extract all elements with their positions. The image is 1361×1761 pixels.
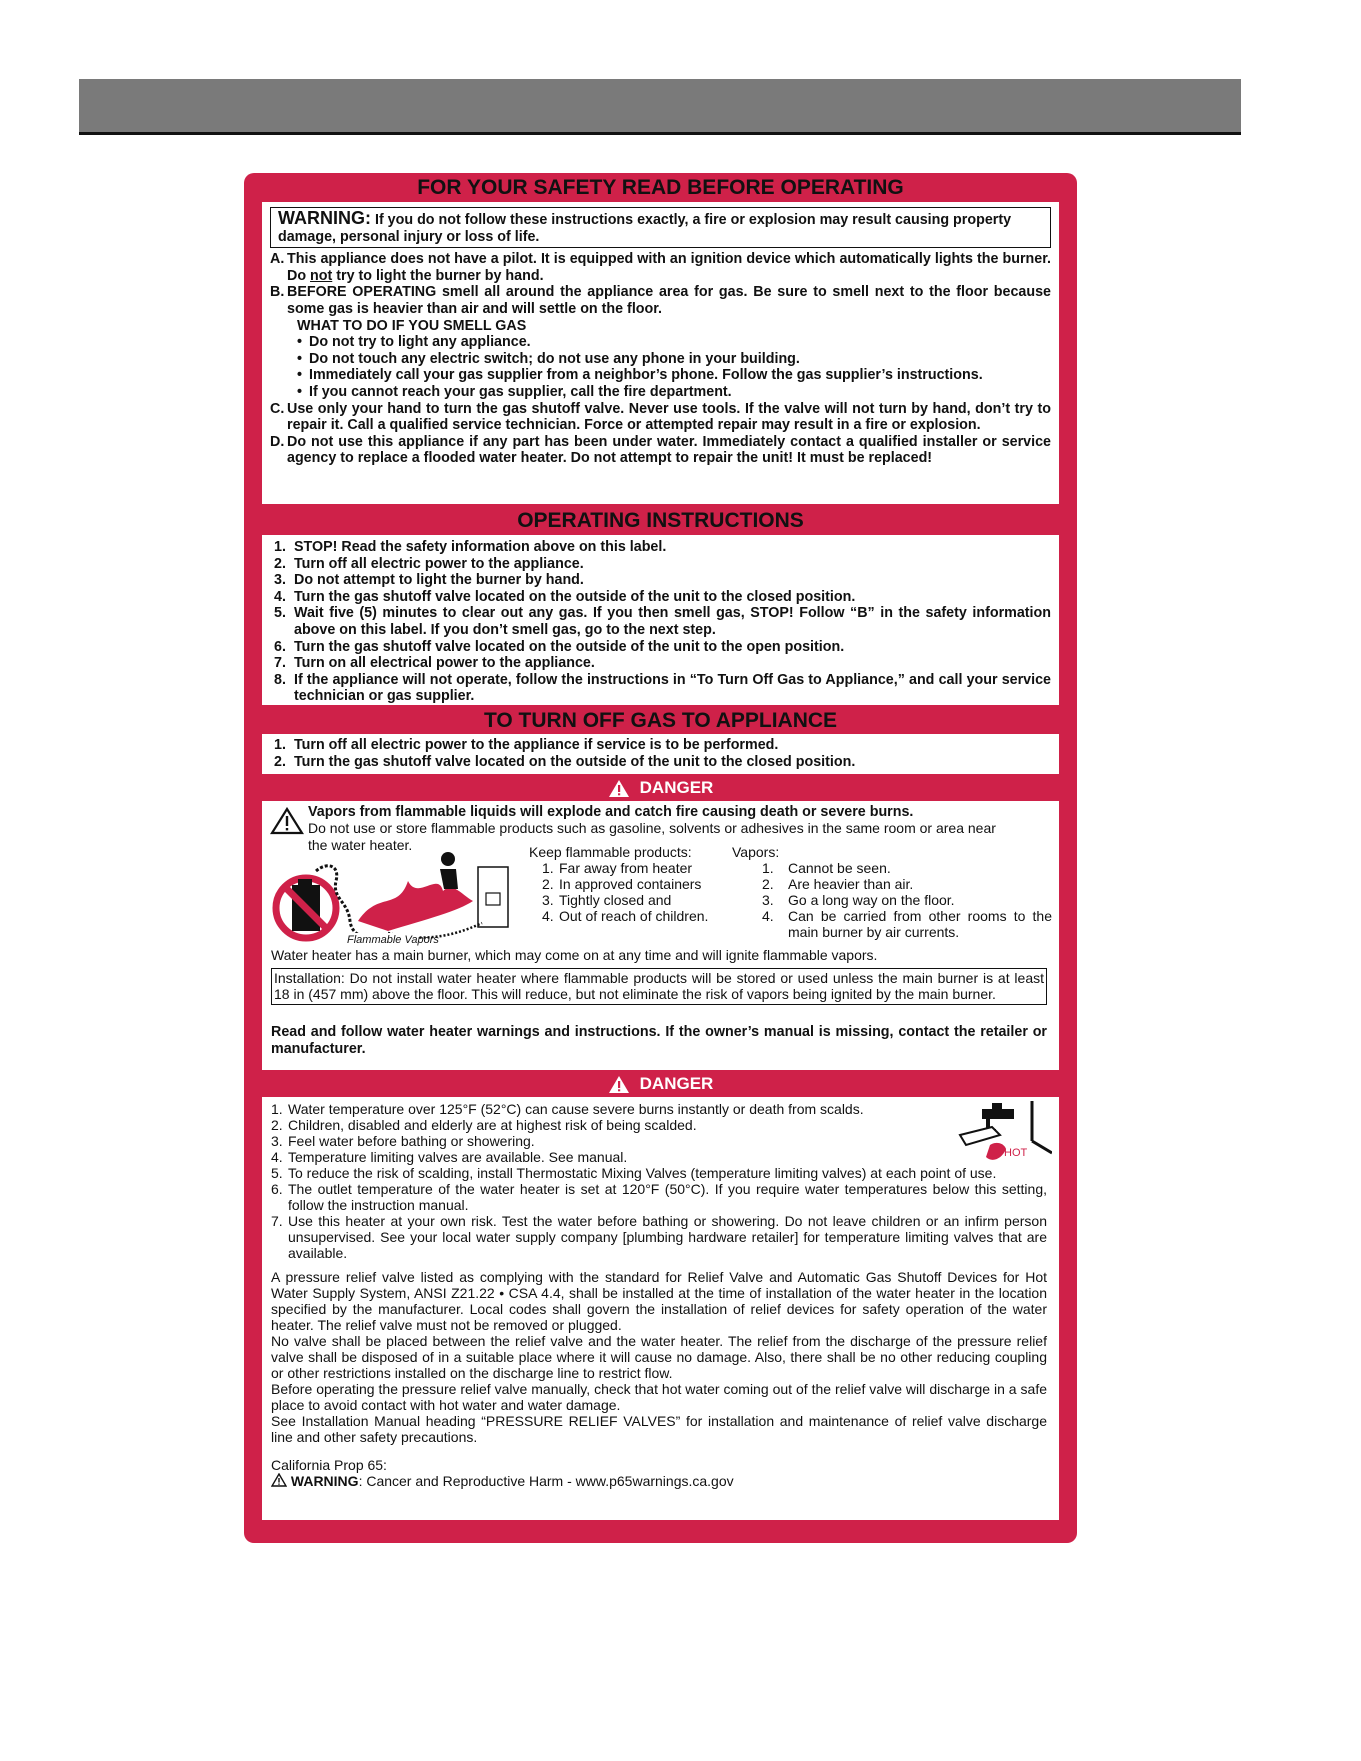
operating-panel (262, 535, 1059, 705)
safety-item-c: C. Use only your hand to turn the gas shutoff valve. Never use tools. If the valve will not turn by hand, don’t try to repair it. Call a qualified service technician. Force or attempted repair may result in a fire or explosion. (270, 400, 1051, 434)
vapors-item: 1. Cannot be seen. (762, 860, 891, 876)
installation-box: Installation: Do not install water heater where flammable products will be stored or used unless the main burner is at least 18 in (457 mm) above the floor. This will reduce, but not eliminate the risk of vapors being ignited by the main burner. (271, 968, 1047, 1005)
warning-triangle-icon (270, 807, 304, 835)
relief-paragraph: No valve shall be placed between the relief valve and the water heater. The relief from the discharge of the pressure relief valve shall be disposed of in a suitable place where it will cause no damage. Also, there shall be no other reducing coupling or other restrictions installed on the discharge line to restrict flow. (271, 1333, 1047, 1381)
turnoff-title: TO TURN OFF GAS TO APPLIANCE (483, 709, 838, 732)
smell-gas-title: WHAT TO DO IF YOU SMELL GAS (297, 317, 527, 334)
vapors-item: 2. Are heavier than air. (762, 876, 914, 892)
warning-word: WARNING: (278, 208, 371, 228)
danger2-item: 3. Feel water before bathing or showering. (271, 1133, 535, 1149)
operating-step: 3. Do not attempt to light the burner by hand. (274, 572, 584, 589)
danger1-subline: Do not use or store flammable products such as gasoline, solvents or adhesives in the same room or area near the water heater. (308, 820, 996, 853)
safety-panel (262, 202, 1059, 504)
turnoff-step: 1. Turn off all electric power to the appliance if service is to be performed. (274, 737, 779, 753)
danger1-header (244, 778, 1077, 798)
page-header-bar (79, 79, 1241, 135)
vapors-item: 4. Can be carried from other rooms to the main burner by air currents. (762, 908, 1052, 940)
warning-box (270, 207, 1051, 248)
keep-title: Keep flammable products: (529, 844, 692, 860)
vapors-item: 3. Go a long way on the floor. (762, 892, 955, 908)
warning-triangle-icon (608, 779, 630, 798)
relief-paragraph: Before operating the pressure relief valve manually, check that hot water coming out of the relief valve will discharge in a safe place to avoid contact with hot water and water damage. (271, 1381, 1047, 1413)
keep-item: 3. Tightly closed and (542, 892, 672, 908)
prop65-warning: WARNING: Cancer and Reproductive Harm - www.p65warnings.ca.gov (271, 1473, 1051, 1489)
relief-paragraph: See Installation Manual heading “PRESSURE RELIEF VALVES” for installation and maintenance of relief valve discharge line and other safety precautions. (271, 1413, 1047, 1445)
smell-gas-bullet: • If you cannot reach your gas supplier, call the fire department. (297, 383, 732, 400)
keep-item: 2. In approved containers (542, 876, 702, 892)
burner-note: Water heater has a main burner, which may come on at any time and will ignite flammable vapors. (271, 947, 878, 963)
operating-step: 1. STOP! Read the safety information above on this label. (274, 539, 667, 555)
danger2-item: 4. Temperature limiting valves are available. See manual. (271, 1149, 628, 1165)
warning-triangle-icon (271, 1473, 287, 1487)
vapors-list (732, 844, 1052, 940)
operating-step: 6. Turn the gas shutoff valve located on the outside of the unit to the open position. (274, 638, 845, 655)
turnoff-panel (262, 734, 1059, 774)
smell-gas-bullet: • Immediately call your gas supplier from a neighbor’s phone. Follow the gas supplier’s instructions. (297, 367, 983, 384)
illustration-label: Flammable Vapors (347, 934, 439, 946)
hot-label: HOT (1004, 1147, 1028, 1159)
turnoff-step: 2. Turn the gas shutoff valve located on the outside of the unit to the closed position. (274, 753, 856, 770)
danger2-item: 5. To reduce the risk of scalding, install Thermostatic Mixing Valves (temperature limiting valves) at each point of use. (271, 1165, 997, 1181)
keep-list (529, 844, 719, 924)
read-follow-note: Read and follow water heater warnings and instructions. If the owner’s manual is missing, contact the retailer or manufacturer. (271, 1024, 1047, 1057)
safety-label (244, 173, 1077, 1543)
danger2-panel (262, 1097, 1059, 1520)
warning-triangle-icon (608, 1075, 630, 1094)
operating-step: 5. Wait five (5) minutes to clear out any gas. If you then smell gas, STOP! Follow “B” in the safety information above on this label. If you don’t smell gas, go to the next step. (274, 605, 1051, 638)
prop65-title: California Prop 65: (271, 1457, 387, 1473)
safety-title: FOR YOUR SAFETY READ BEFORE OPERATING (417, 176, 904, 199)
danger2-item: 7. Use this heater at your own risk. Test the water before bathing or showering. Do not leave children or an infirm person unsupervised. See your local water supply company [plumbing hardware retailer] for temperature limiting valves that are available. (271, 1213, 1047, 1261)
danger1-headline: Vapors from flammable liquids will explode and catch fire causing death or severe burns. (308, 804, 914, 820)
smell-gas-bullet: • Do not try to light any appliance. (297, 334, 531, 351)
warning-text: If you do not follow these instructions exactly, a fire or explosion may result causing property damage, personal injury or loss of life. (278, 212, 1012, 245)
smell-gas-bullet: • Do not touch any electric switch; do not use any phone in your building. (297, 350, 800, 367)
danger2-header (244, 1074, 1077, 1094)
operating-step: 8. If the appliance will not operate, follow the instructions in “To Turn Off Gas to Appliance,” and call your service technician or gas supplier. (274, 671, 1051, 705)
keep-item: 4. Out of reach of children. (542, 908, 709, 924)
danger2-item: 1. Water temperature over 125°F (52°C) can cause severe burns instantly or death from scalds. (271, 1101, 864, 1117)
keep-item: 1. Far away from heater (542, 860, 693, 876)
danger2-item: 2. Children, disabled and elderly are at highest risk of being scalded. (271, 1117, 697, 1133)
danger1-panel (262, 801, 1059, 1070)
operating-title: OPERATING INSTRUCTIONS (517, 509, 804, 532)
safety-item-d: D. Do not use this appliance if any part has been under water. Immediately contact a qualified installer or service agency to replace a flooded water heater. Do not attempt to repair the unit! It must be replaced! (270, 433, 1051, 467)
operating-step: 4. Turn the gas shutoff valve located on the outside of the unit to the closed position. (274, 588, 856, 605)
danger1-title: DANGER (639, 778, 714, 797)
operating-step: 7. Turn on all electrical power to the appliance. (274, 655, 595, 672)
operating-step: 2. Turn off all electric power to the appliance. (274, 555, 584, 572)
safety-item-b: B. BEFORE OPERATING smell all around the appliance area for gas. Be sure to smell next to the floor because some gas is heavier than air and will settle on the floor. (270, 284, 1051, 317)
relief-paragraph: A pressure relief valve listed as complying with the standard for Relief Valve and Automatic Gas Shutoff Devices for Hot Water Supply System, ANSI Z21.22 • CSA 4.4, shall be installed at the time of installation of the water heater in the location specified by the manufacturer. Local codes shall govern the installation of relief devices for safety operation of the water heater. The relief valve must not be removed or plugged. (271, 1269, 1047, 1333)
vapors-title: Vapors: (732, 844, 780, 860)
safety-item-a: A. This appliance does not have a pilot. It is equipped with an ignition device which automatically lights the burner. Do not try to light the burner by hand. (270, 251, 1051, 284)
relief-valve-paragraphs (271, 1269, 1051, 1445)
danger2-title: DANGER (639, 1074, 714, 1093)
danger2-item: 6. The outlet temperature of the water heater is set at 120°F (50°C). If you require water temperatures below this setting, follow the instruction manual. (271, 1181, 1047, 1213)
